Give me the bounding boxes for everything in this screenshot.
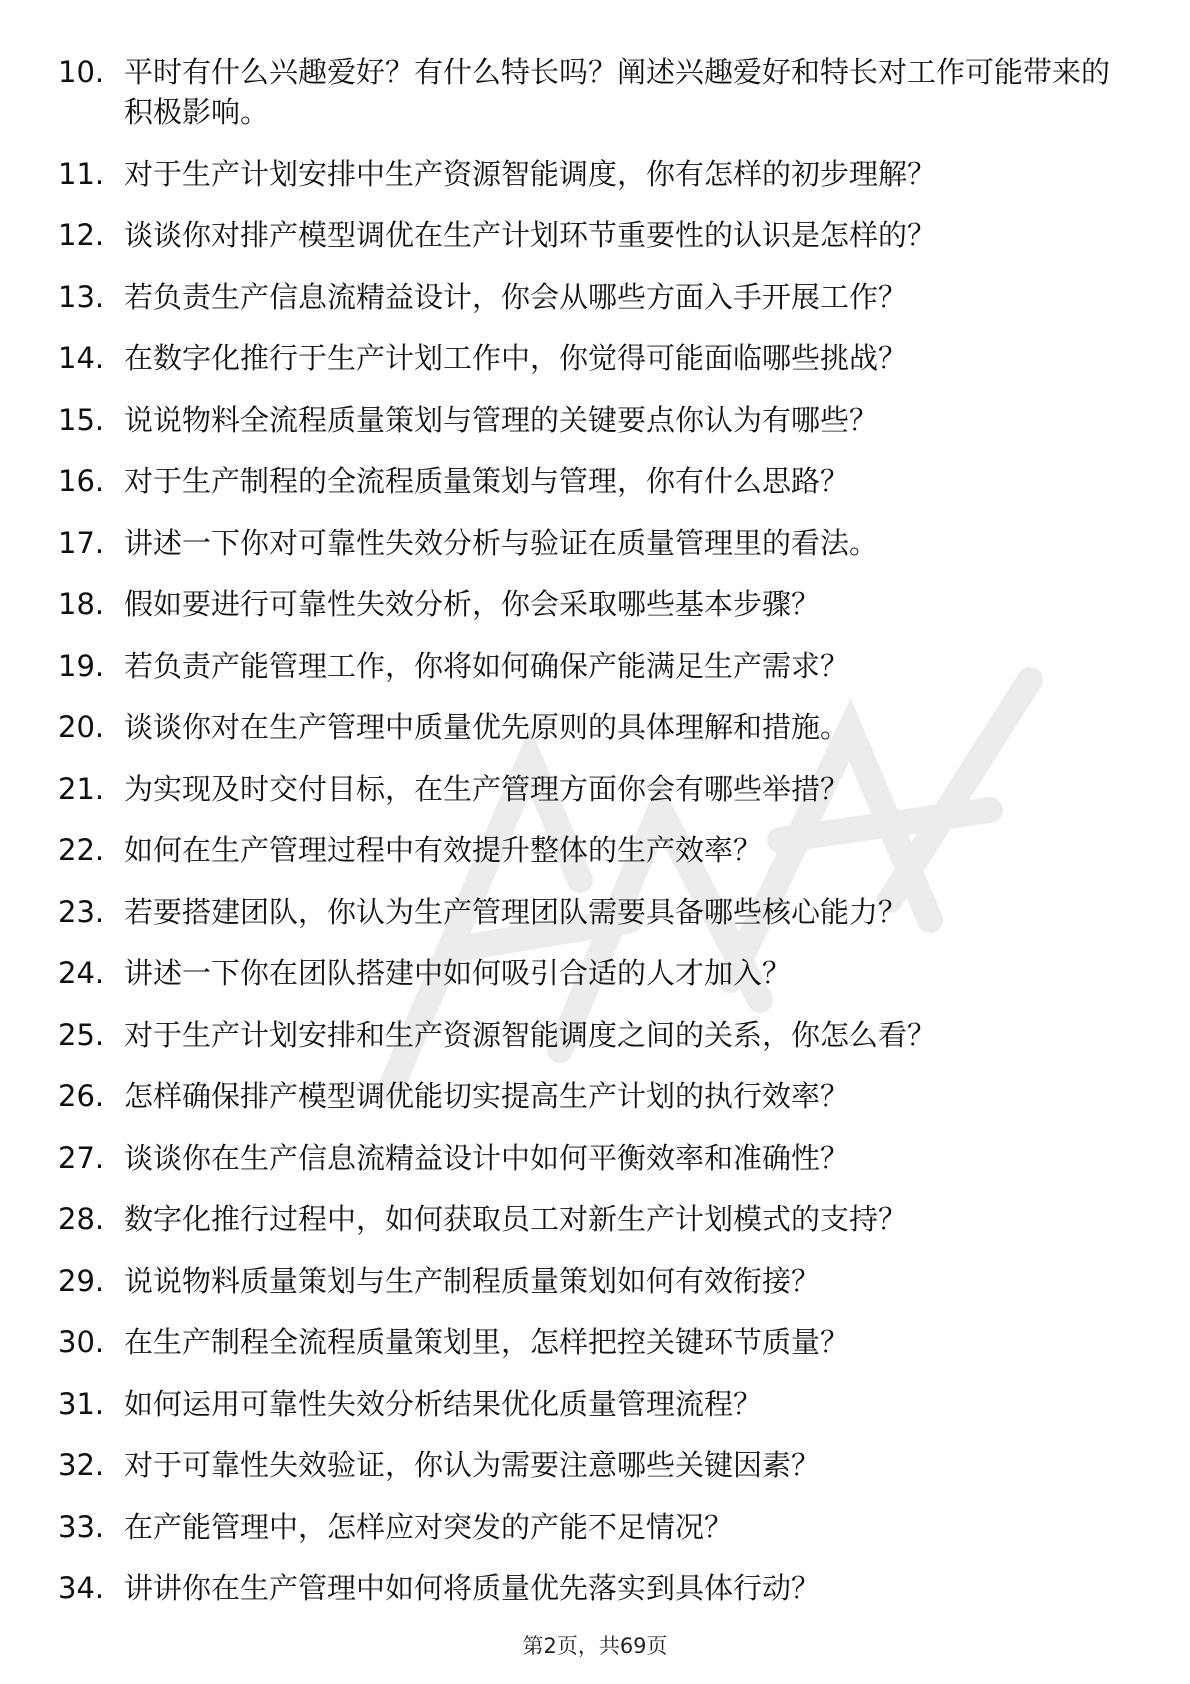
question-number: 34. xyxy=(58,1571,105,1605)
question-item xyxy=(58,1507,1138,1547)
question-item xyxy=(58,1322,1138,1362)
question-number: 22. xyxy=(58,833,105,867)
question-number: 26. xyxy=(58,1079,105,1113)
question-item xyxy=(58,1384,1138,1424)
question-item xyxy=(58,1568,1138,1608)
question-item xyxy=(58,523,1138,563)
question-number: 32. xyxy=(58,1448,105,1482)
question-text: 若负责生产信息流精益设计，你会从哪些方面入手开展工作？ xyxy=(124,279,908,314)
question-number: 12. xyxy=(58,218,105,252)
question-item xyxy=(58,584,1138,624)
question-item xyxy=(58,953,1138,993)
question-item xyxy=(58,52,1138,132)
question-text: 如何在生产管理过程中有效提升整体的生产效率？ xyxy=(124,833,763,867)
question-text: 对于生产制程的全流程质量策划与管理，你有什么思路？ xyxy=(124,464,850,498)
question-text: 数字化推行过程中，如何获取员工对新生产计划模式的支持？ xyxy=(124,1202,908,1236)
question-number: 31. xyxy=(58,1386,105,1421)
question-number: 18. xyxy=(58,587,105,621)
question-number: 28. xyxy=(58,1202,105,1236)
question-number: 15. xyxy=(58,402,105,437)
question-item xyxy=(58,277,1138,317)
question-text: 说说物料全流程质量策划与管理的关键要点你认为有哪些？ xyxy=(124,402,879,437)
question-item xyxy=(58,769,1138,809)
question-text: 怎样确保排产模型调优能切实提高生产计划的执行效率？ xyxy=(124,1079,850,1113)
question-item xyxy=(58,1445,1138,1485)
question-number: 14. xyxy=(58,341,105,375)
question-text: 谈谈你对在生产管理中质量优先原则的具体理解和措施。 xyxy=(124,710,850,744)
page-number-label: 第2页，共69页 xyxy=(522,1634,668,1658)
question-number: 21. xyxy=(58,771,105,806)
question-text: 在生产制程全流程质量策划里，怎样把控关键环节质量？ xyxy=(124,1325,850,1359)
question-number: 13. xyxy=(58,279,105,314)
question-item xyxy=(58,892,1138,932)
question-item xyxy=(58,215,1138,255)
question-number: 10. xyxy=(58,55,105,89)
question-text: 讲述一下你对可靠性失效分析与验证在质量管理里的看法。 xyxy=(124,525,879,560)
question-item xyxy=(58,1015,1138,1055)
question-text: 若要搭建团队，你认为生产管理团队需要具备哪些核心能力？ xyxy=(124,894,908,929)
question-item xyxy=(58,154,1138,194)
question-text: 对于生产计划安排和生产资源智能调度之间的关系，你怎么看？ xyxy=(124,1017,937,1052)
question-item xyxy=(58,1076,1138,1116)
question-number: 19. xyxy=(58,648,105,683)
question-text: 平时有什么兴趣爱好？有什么特长吗？阐述兴趣爱好和特长对工作可能带来的积极影响。 xyxy=(124,55,1111,129)
question-list xyxy=(58,52,1138,1630)
question-number: 16. xyxy=(58,464,105,498)
question-number: 11. xyxy=(58,156,105,191)
question-text: 若负责产能管理工作，你将如何确保产能满足生产需求？ xyxy=(124,648,850,683)
question-number: 33. xyxy=(58,1509,105,1544)
question-text: 在产能管理中，怎样应对突发的产能不足情况？ xyxy=(124,1509,734,1544)
question-text: 对于生产计划安排中生产资源智能调度，你有怎样的初步理解？ xyxy=(124,156,937,191)
question-number: 30. xyxy=(58,1325,105,1359)
question-text: 说说物料质量策划与生产制程质量策划如何有效衔接？ xyxy=(124,1263,821,1298)
question-number: 27. xyxy=(58,1140,105,1175)
question-item xyxy=(58,830,1138,870)
question-number: 25. xyxy=(58,1017,105,1052)
question-text: 谈谈你对排产模型调优在生产计划环节重要性的认识是怎样的？ xyxy=(124,218,937,252)
question-item xyxy=(58,646,1138,686)
page-footer xyxy=(0,1632,1190,1660)
question-number: 17. xyxy=(58,525,105,560)
question-number: 20. xyxy=(58,710,105,744)
question-number: 23. xyxy=(58,894,105,929)
question-text: 在数字化推行于生产计划工作中，你觉得可能面临哪些挑战？ xyxy=(124,341,908,375)
question-item xyxy=(58,461,1138,501)
question-text: 为实现及时交付目标，在生产管理方面你会有哪些举措？ xyxy=(124,771,850,806)
question-item xyxy=(58,1199,1138,1239)
question-item xyxy=(58,1138,1138,1178)
question-text: 假如要进行可靠性失效分析，你会采取哪些基本步骤？ xyxy=(124,587,821,621)
question-text: 讲讲你在生产管理中如何将质量优先落实到具体行动？ xyxy=(124,1571,821,1605)
question-number: 24. xyxy=(58,956,105,990)
question-text: 谈谈你在生产信息流精益设计中如何平衡效率和准确性？ xyxy=(124,1140,850,1175)
question-item xyxy=(58,707,1138,747)
question-item xyxy=(58,1261,1138,1301)
question-number: 29. xyxy=(58,1263,105,1298)
question-text: 如何运用可靠性失效分析结果优化质量管理流程？ xyxy=(124,1386,763,1421)
question-item xyxy=(58,338,1138,378)
question-text: 讲述一下你在团队搭建中如何吸引合适的人才加入？ xyxy=(124,956,792,990)
question-item xyxy=(58,400,1138,440)
question-text: 对于可靠性失效验证，你认为需要注意哪些关键因素？ xyxy=(124,1448,821,1482)
